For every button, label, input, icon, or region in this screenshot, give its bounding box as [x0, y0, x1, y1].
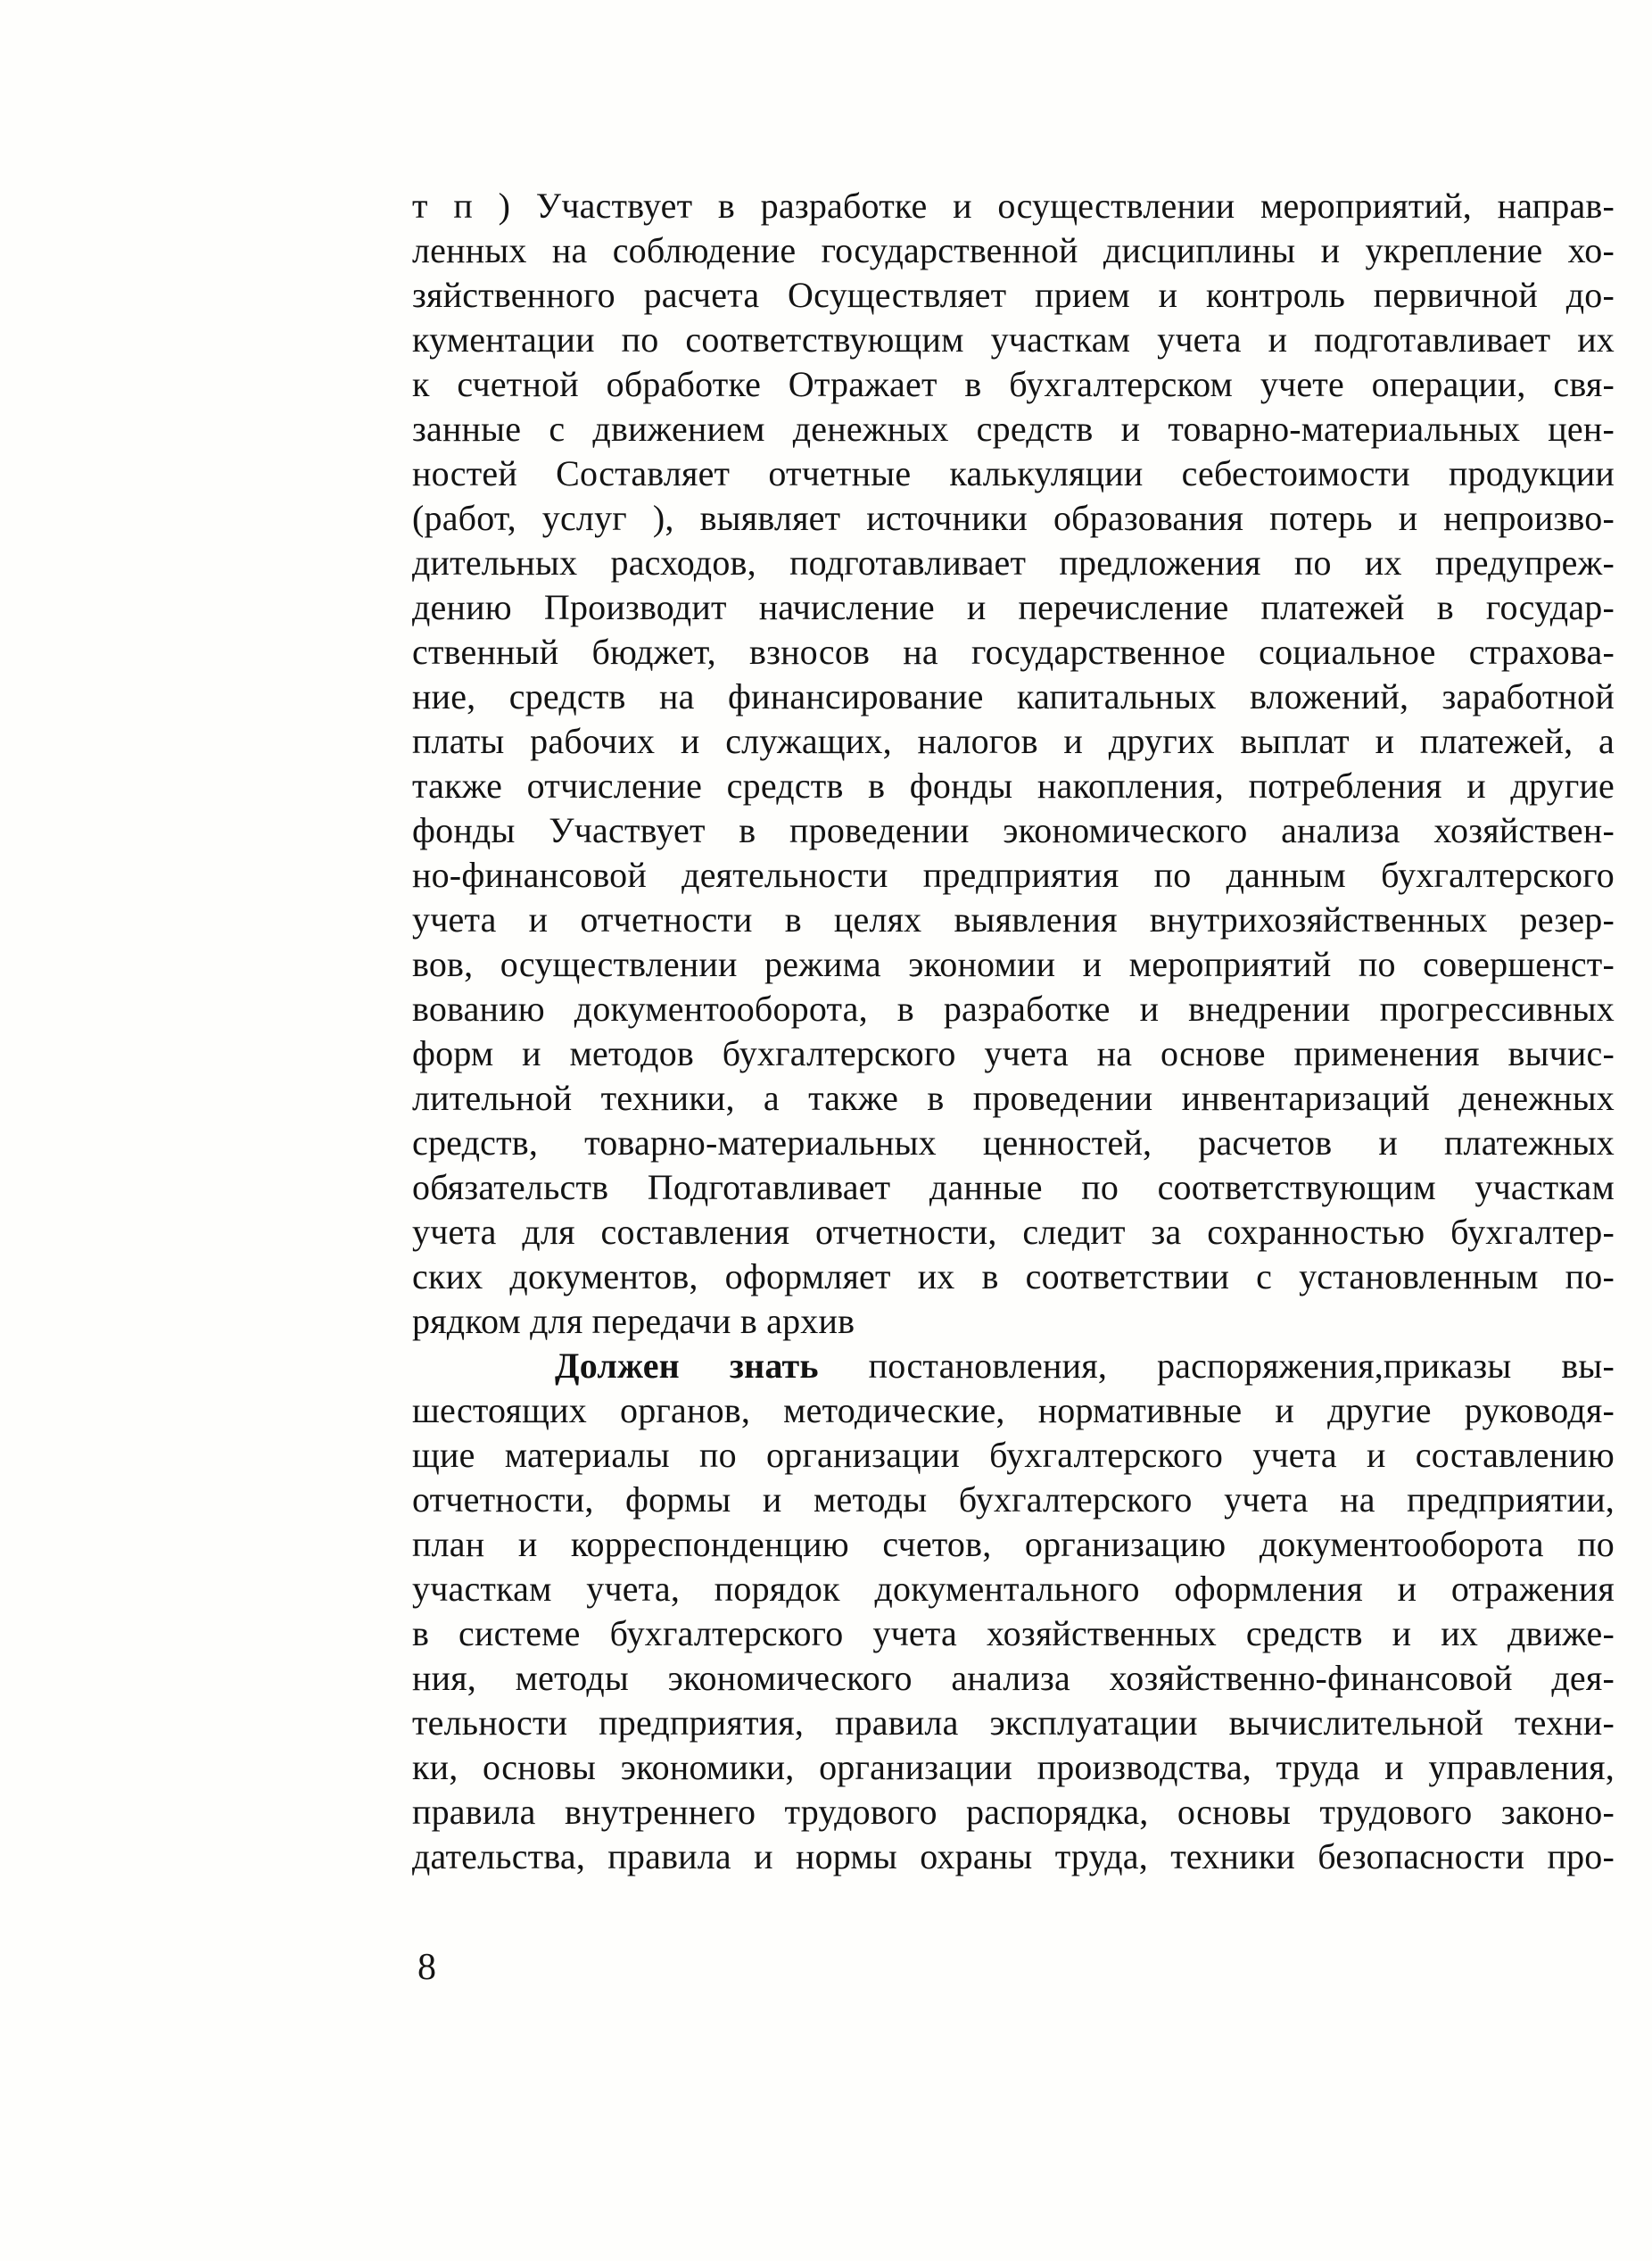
text-line: план и корреспонденцию счетов, организацию документооборота по	[412, 1524, 1615, 1564]
text-block	[412, 184, 1615, 1879]
text-line: вованию документооборота, в разработке и внедрении прогрессивных	[412, 989, 1615, 1029]
text-line: ленных на соблюдение государственной дисциплины и укрепление хо-	[412, 230, 1615, 270]
text-line: дению Производит начисление и перечисление платежей в государ-	[412, 587, 1615, 627]
text-line: шестоящих органов, методические, нормативные и другие руководя-	[412, 1390, 1615, 1430]
text-line: в системе бухгалтерского учета хозяйственных средств и их движе-	[412, 1613, 1615, 1653]
text-line: ния, методы экономического анализа хозяйственно-финансовой дея-	[412, 1658, 1615, 1698]
text-line: занные с движением денежных средств и товарно-материальных цен-	[412, 409, 1615, 449]
text-line: ских документов, оформляет их в соответствии с установленным по-	[412, 1256, 1615, 1296]
text-line: вов, осуществлении режима экономии и мероприятий по совершенст-	[412, 944, 1615, 984]
text-line: зяйственного расчета Осуществляет прием и контроль первичной до-	[412, 275, 1615, 315]
text-line: учета и отчетности в целях выявления внутрихозяйственных резер-	[412, 899, 1615, 940]
text-line: кументации по соответствующим участкам учета и подготавливает их	[412, 319, 1615, 360]
text-line: также отчисление средств в фонды накопления, потребления и другие	[412, 766, 1615, 806]
text-line: участкам учета, порядок документального оформления и отражения	[412, 1569, 1615, 1609]
bold-lead: Должен знать	[555, 1346, 819, 1386]
text-line: Должен знать постановления, распоряжения,приказы вы-	[555, 1346, 1615, 1386]
text-line: ственный бюджет, взносов на государственное социальное страхова-	[412, 632, 1615, 672]
text-line: правила внутреннего трудового распорядка, основы трудового законо-	[412, 1792, 1615, 1832]
text-line: тельности предприятия, правила эксплуатации вычислительной техни-	[412, 1702, 1615, 1743]
page-number: 8	[417, 1947, 436, 1988]
paragraph	[412, 1344, 1615, 1879]
text-line: но-финансовой деятельности предприятия по данным бухгалтерского	[412, 855, 1615, 895]
text-line: рядком для передачи в архив	[412, 1301, 855, 1341]
text-line: ностей Составляет отчетные калькуляции себестоимости продукции	[412, 453, 1615, 493]
text-line: фонды Участвует в проведении экономического анализа хозяйствен-	[412, 810, 1615, 850]
text-line: учета для составления отчетности, следит за сохранностью бухгалтер-	[412, 1212, 1615, 1252]
text-line: отчетности, формы и методы бухгалтерского учета на предприятии,	[412, 1479, 1615, 1520]
text-line: т п ) Участвует в разработке и осуществлении мероприятий, направ-	[412, 186, 1615, 226]
paragraph	[412, 184, 1615, 1344]
text-line: лительной техники, а также в проведении инвентаризаций денежных	[412, 1078, 1615, 1118]
text-line: ние, средств на финансирование капитальных вложений, заработной	[412, 676, 1615, 716]
text-line: платы рабочих и служащих, налогов и других выплат и платежей, а	[412, 721, 1615, 761]
text-line: щие материалы по организации бухгалтерского учета и составлению	[412, 1435, 1615, 1475]
text-line: дательства, правила и нормы охраны труда, техники безопасности про-	[412, 1836, 1615, 1876]
text-line: (работ, услуг ), выявляет источники образования потерь и непроизво-	[412, 498, 1615, 538]
text-line: к счетной обработке Отражает в бухгалтерском учете операции, свя-	[412, 364, 1615, 404]
text-line: средств, товарно-материальных ценностей, расчетов и платежных	[412, 1122, 1615, 1163]
text-line: ки, основы экономики, организации производства, труда и управления,	[412, 1747, 1615, 1787]
text-line: дительных расходов, подготавливает предложения по их предупреж-	[412, 542, 1615, 583]
text-line: обязательств Подготавливает данные по соответствующим участкам	[412, 1167, 1615, 1207]
text-line: форм и методов бухгалтерского учета на основе применения вычис-	[412, 1033, 1615, 1073]
